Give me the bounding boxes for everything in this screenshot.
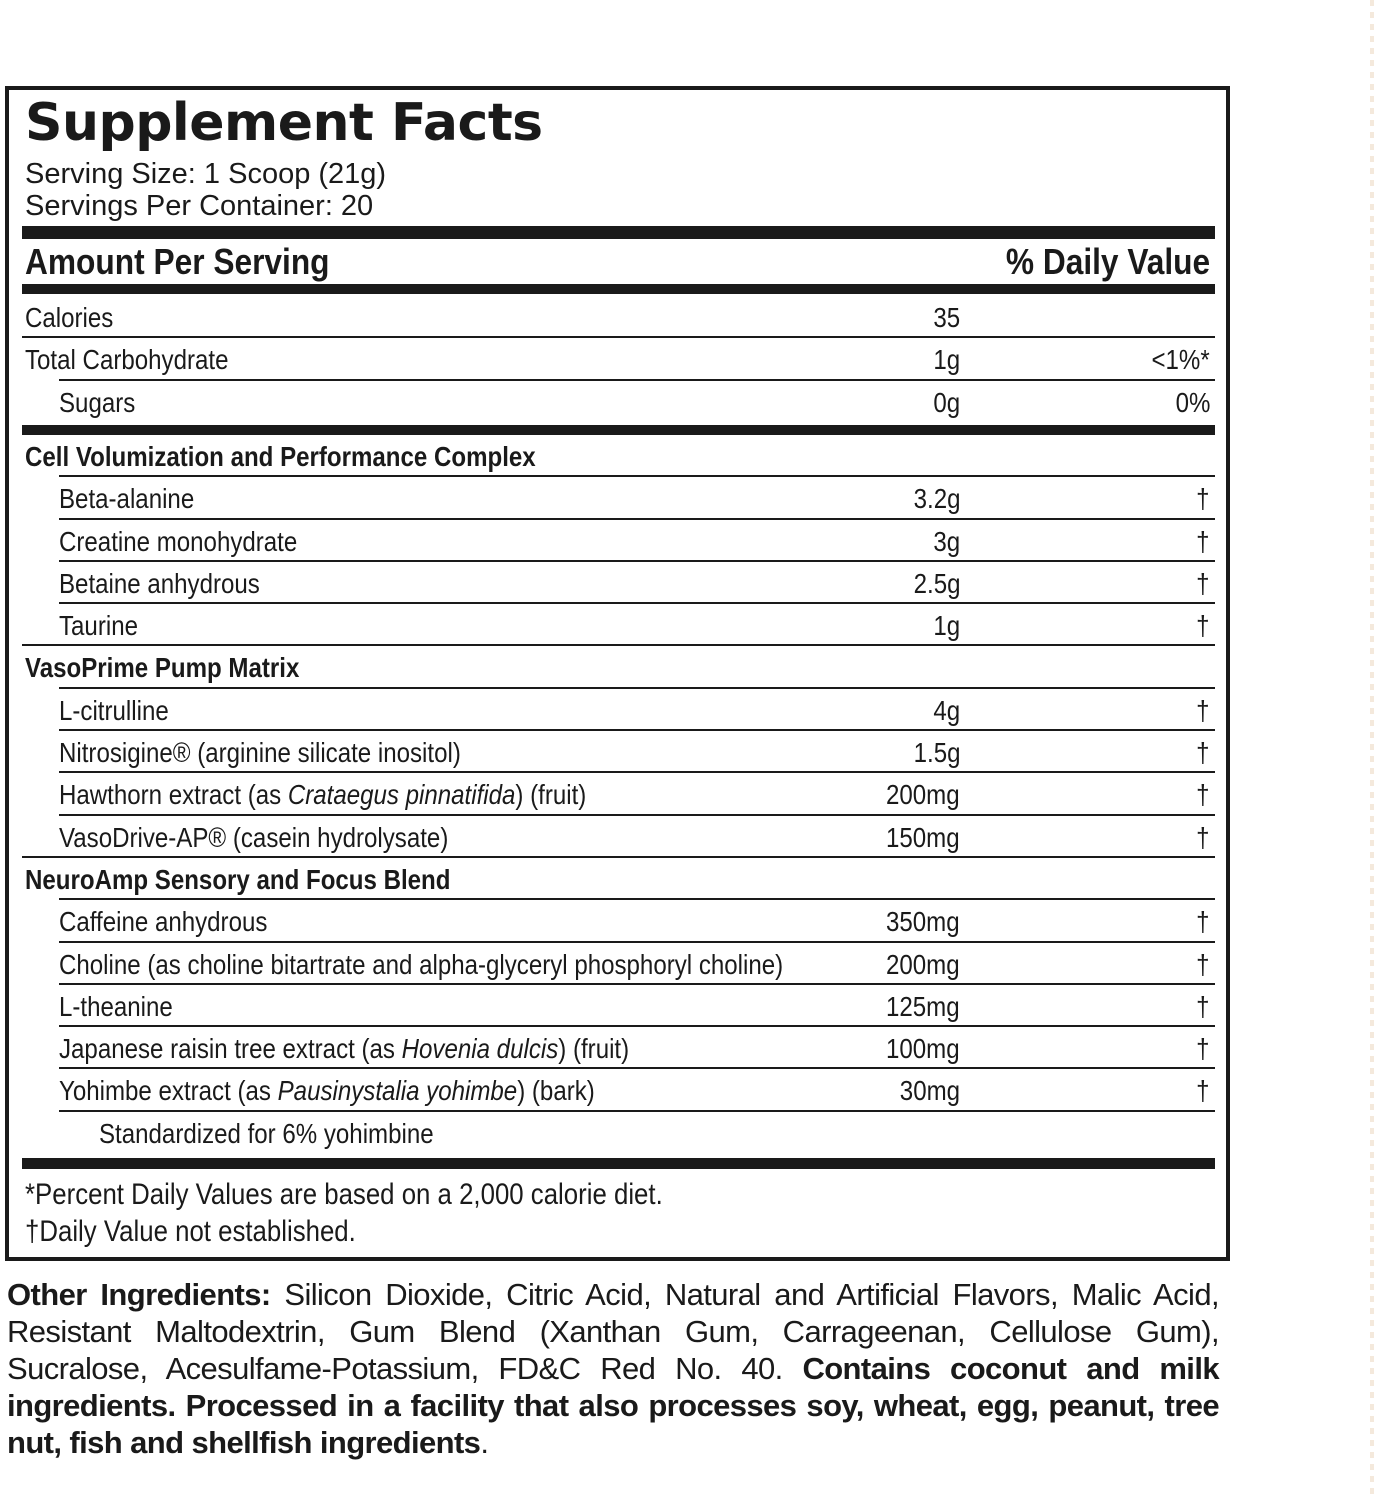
ingredient-row (9, 562, 1226, 604)
serving-size: Serving Size: 1 Scoop (21g) (25, 158, 387, 190)
ingredient-name: Japanese raisin tree extract (as Hovenia dulcis) (fruit) (59, 1033, 630, 1065)
amount-value: 200mg (886, 948, 960, 980)
ingredient-row (9, 1069, 1226, 1111)
ingredient-row (9, 1027, 1226, 1069)
footer-divider (22, 1158, 1215, 1169)
daily-value: † (1196, 948, 1210, 980)
ingredient-name: Creatine monohydrate (59, 525, 298, 557)
amount-per-serving-header: Amount Per Serving (25, 241, 330, 282)
section-header-row (9, 646, 1226, 688)
ingredient-row (9, 689, 1226, 731)
other-ingredients (7, 1276, 1219, 1461)
ingredient-name: L-theanine (59, 990, 173, 1022)
ingredient-name: Nitrosigine® (arginine silicate inositol) (59, 737, 461, 768)
amount-value: 3.2g (913, 483, 960, 515)
thick-divider (22, 226, 1215, 239)
ingredient-name: Hawthorn extract (as Crataegus pinnatifida) (fruit) (59, 779, 587, 811)
daily-value: † (1196, 990, 1210, 1022)
standardized-note: Standardized for 6% yohimbine (99, 1117, 434, 1149)
amount-value: 350mg (886, 906, 960, 938)
daily-value: † (1196, 906, 1210, 938)
amount-value: 200mg (886, 779, 960, 811)
footnote-daily-values: *Percent Daily Values are based on a 2,000 calorie diet. (25, 1178, 663, 1211)
amount-value: 3g (933, 525, 960, 557)
amount-value: 1g (933, 610, 960, 642)
ingredient-name: Caffeine anhydrous (59, 906, 268, 938)
section-title: Cell Volumization and Performance Complex (25, 440, 536, 472)
daily-value: 0% (1175, 386, 1210, 418)
daily-value-header: % Daily Value (1005, 241, 1210, 282)
amount-value: 1.5g (913, 737, 960, 768)
ingredient-name: Yohimbe extract (as Pausinystalia yohimbe) (bark) (59, 1075, 595, 1107)
ingredient-row (9, 816, 1226, 858)
section-title: NeuroAmp Sensory and Focus Blend (25, 863, 451, 895)
amount-value: 150mg (886, 821, 960, 853)
ingredient-row (9, 900, 1226, 942)
daily-value: † (1196, 821, 1210, 853)
ingredient-name: Total Carbohydrate (25, 344, 229, 376)
amount-value: 100mg (886, 1033, 960, 1065)
allergen-statement: Contains coconut and milk ingredients. Processed in a facility that also processes soy, wheat, egg, peanut, tree nut, fish and shellfish ingredients (7, 1351, 1219, 1460)
standardized-row (9, 1112, 1226, 1154)
daily-value: † (1196, 1033, 1210, 1065)
nutrient-row (9, 381, 1226, 423)
ingredient-row (9, 731, 1226, 773)
ingredient-name: Sugars (59, 386, 136, 418)
daily-value: † (1196, 567, 1210, 599)
amount-value: 125mg (886, 990, 960, 1022)
daily-value: † (1196, 525, 1210, 557)
amount-value: 1g (933, 344, 960, 376)
other-ingredients-list: Silicon Dioxide, Citric Acid, Natural and Artificial Flavors, Malic Acid, Resistant Maltodextrin, Gum Blend (Xanthan Gum, Carrageenan, Cellulose Gum), Sucralose, Acesulfame-Potassium, FD&C Red No. 40. (7, 1277, 1219, 1386)
other-ingredients-label: Other Ingredients: (7, 1277, 271, 1312)
daily-value: † (1196, 779, 1210, 811)
nutrient-row (9, 296, 1226, 338)
daily-value: <1%* (1151, 344, 1210, 376)
section-header-row (9, 858, 1226, 900)
ingredient-name: Choline (as choline bitartrate and alpha-glyceryl phosphoryl choline) (59, 948, 784, 980)
daily-value: † (1196, 737, 1210, 768)
ingredient-row (9, 773, 1226, 815)
section-divider (22, 425, 1215, 435)
ingredient-row (9, 985, 1226, 1027)
header-divider (22, 284, 1215, 294)
amount-value: 4g (933, 694, 960, 726)
daily-value: † (1196, 483, 1210, 515)
ingredient-name: Taurine (59, 610, 138, 642)
nutrient-row (9, 338, 1226, 380)
footnote-not-established: †Daily Value not established. (25, 1215, 356, 1248)
page-edge (1370, 0, 1374, 1500)
daily-value: † (1196, 694, 1210, 726)
section-title: VasoPrime Pump Matrix (25, 652, 300, 684)
daily-value: † (1196, 610, 1210, 642)
amount-value: 35 (933, 302, 960, 333)
panel-title: Supplement Facts (25, 93, 543, 153)
amount-value: 2.5g (913, 567, 960, 599)
amount-value: 30mg (899, 1075, 960, 1107)
supplement-facts-panel (5, 86, 1230, 1261)
ingredient-name: Beta-alanine (59, 483, 195, 515)
other-ingredients-end: . (480, 1425, 489, 1460)
ingredient-name: Betaine anhydrous (59, 567, 260, 599)
section-header-row (9, 435, 1226, 477)
ingredient-row (9, 943, 1226, 985)
ingredient-name: VasoDrive-AP® (casein hydrolysate) (59, 821, 449, 853)
ingredient-name: L-citrulline (59, 694, 169, 726)
ingredient-row (9, 604, 1226, 646)
amount-value: 0g (933, 386, 960, 418)
ingredient-row (9, 477, 1226, 519)
servings-per-container: Servings Per Container: 20 (25, 190, 374, 222)
daily-value: † (1196, 1075, 1210, 1107)
ingredient-name: Calories (25, 302, 114, 333)
ingredient-row (9, 520, 1226, 562)
